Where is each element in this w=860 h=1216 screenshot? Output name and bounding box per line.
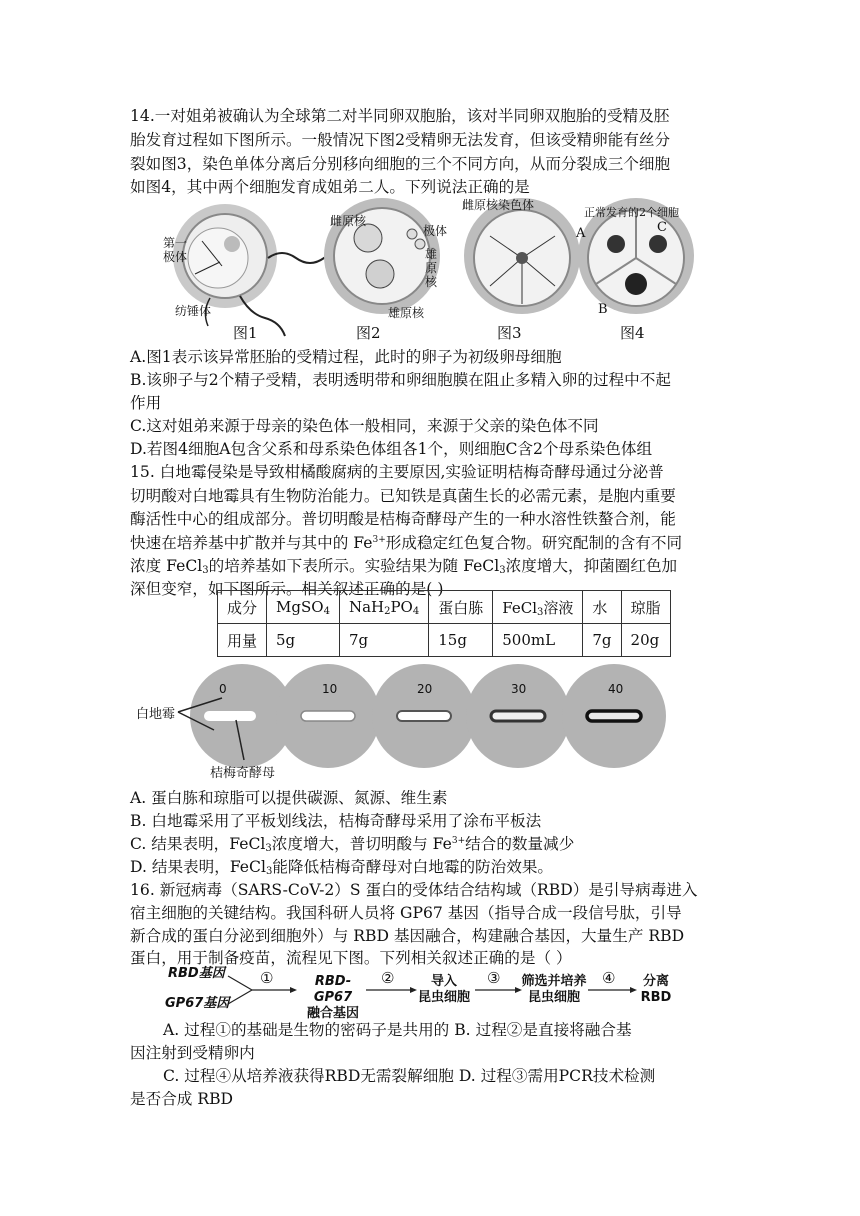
flow-step-2: ② [381,969,395,987]
label-geotrichum: 白地霉 [136,707,176,722]
plate-20 [372,664,476,768]
fig4-label-c: C [657,220,667,235]
table-cell: 20g [621,624,670,657]
fig1-caption: 图1 [233,324,258,342]
table-cell: 500mL [493,624,583,657]
table-cell: 成分 [218,591,267,624]
q15-line-6: 深但变窄，如下图所示。相关叙述正确的是( ) [130,580,444,598]
q15-line-3: 酶活性中心的组成部分。普切明酸是桔梅奇酵母产生的一种水溶性铁螯合剂，能 [130,510,676,528]
q16-line-2: 宿主细胞的关键结构。我国科研人员将 GP67 基因（指导合成一段信号肽，引导 [130,904,682,922]
q14-option-b-cont: 作用 [130,394,162,412]
q15-option-c: C. 结果表明，FeCl$_3$浓度增大，普切明酸与 $Fe^{3+}$结合的数量减少 [130,835,575,854]
fig4-label-a: A [576,226,586,241]
flow-step-3: ③ [487,969,501,987]
q14-option-d: D.若图4细胞A包含父系和母系染色体组各1个，则细胞C含2个母系染色体组 [130,440,653,458]
q16-line-1: 16. 新冠病毒（SARS-CoV-2）S 蛋白的受体结合结构域（RBD）是引导病毒进入 [130,881,698,899]
q16-option-ab: A. 过程①的基础是生物的密码子是共用的 B. 过程②是直接将融合基 [163,1021,632,1039]
table-cell: 5g [267,624,340,657]
q15-option-d: D. 结果表明，FeCl$_3$能降低桔梅奇酵母对白地霉的防治效果。 [130,858,554,877]
plate-40 [562,664,666,768]
plate-label-20: 20 [417,682,433,696]
plate-label-10: 10 [322,682,338,696]
table-cell: 15g [429,624,493,657]
table-cell: MgSO$_4$ [267,591,340,624]
fig4-caption: 图4 [620,324,645,342]
table-row [218,624,671,657]
fig4-label-normal-cells: 正常发育的2个细胞 [584,206,679,219]
flow-step-1: ① [260,969,274,987]
q14-option-a: A.图1表示该异常胚胎的受精过程，此时的卵子为初级卵母细胞 [130,348,562,366]
q14-option-c: C.这对姐弟来源于母亲的染色体一般相同，来源于父亲的染色体不同 [130,417,599,435]
fig2-caption: 图2 [356,324,381,342]
table-row [218,591,671,624]
table-cell: $NaH_2PO_4$ [339,591,428,624]
flow-import: 导入 昆虫细胞 [417,974,470,1005]
q16-option-cd: C. 过程④从培养液获得RBD无需裂解细胞 D. 过程③需用PCR技术检测 [163,1067,656,1085]
q16-option-b-cont: 因注射到受精卵内 [130,1044,255,1062]
q15-line-5: 浓度 FeCl$_3$的培养基如下表所示。实验结果为随 FeCl$_3$浓度增大，抑菌圈红色加 [130,557,678,576]
fig4-label-b: B [598,302,608,317]
q14-line-1: 14.一对姐弟被确认为全球第二对半同卵双胞胎，该对半同卵双胞胎的受精及胚 [130,107,670,125]
q16-line-3: 新合成的蛋白分泌到细胞外）与 RBD 基因融合，构建融合基因，大量生产 RBD [130,927,685,945]
fig3-caption: 图3 [497,324,522,342]
fig3-mitosis-diagram [464,198,580,314]
fig1-label-spindle: 纺锤体 [175,304,212,318]
table-cell: 用量 [218,624,267,657]
plate-label-30: 30 [511,682,527,696]
flow-step-4: ④ [602,969,616,987]
label-yeast: 桔梅奇酵母 [210,766,276,781]
q16-option-d-cont: 是否合成 RBD [130,1090,234,1108]
table-cell: 7g [583,624,621,657]
table-cell: FeCl$_3$溶液 [493,591,583,624]
plate-label-40: 40 [608,682,624,696]
fig3-label: 雌原核染色体 [462,198,535,212]
plate-10 [276,664,380,768]
fig2-label-male-pronucleus: 雄原核 [388,306,425,320]
flow-rbd-gene: RBD基因 [168,966,225,981]
q14-line-4: 如图4，其中两个细胞发育成姐弟二人。下列说法正确的是 [130,178,530,196]
plate-label-0: 0 [219,682,227,696]
table-cell: 7g [339,624,428,657]
q14-line-2: 胎发育过程如下图所示。一般情况下图2受精卵无法发育，但该受精卵能有丝分 [130,131,671,149]
q15-line-1: 15. 白地霉侵染是导致柑橘酸腐病的主要原因,实验证明桔梅奇酵母通过分泌普 [130,463,664,481]
q14-option-b: B.该卵子与2个精子受精，表明透明带和卵细胞膜在阻止多精入卵的过程中不起 [130,371,671,389]
flow-separate: 分离 RBD [640,974,672,1005]
table-cell: 琼脂 [621,591,670,624]
fig1-label-polarbody: 第一 极体 [163,236,188,264]
q15-option-a: A. 蛋白胨和琼脂可以提供碳源、氮源、维生素 [130,789,448,807]
q15-option-b: B. 白地霉采用了平板划线法，桔梅奇酵母采用了涂布平板法 [130,812,542,830]
flow-gp67-gene: GP67基因 [165,996,230,1011]
plate-30 [466,664,570,768]
q14-line-3: 裂如图3，染色单体分离后分别移向细胞的三个不同方向，从而分裂成三个细胞 [130,155,671,173]
flow-fusion-gene: RBD-GP67 融合基因 [306,974,359,1021]
fig2-label-female-pronucleus: 雌原核 [330,214,367,228]
flow-screen-culture: 筛选并培养 昆虫细胞 [521,974,587,1005]
table-cell: 水 [583,591,621,624]
q15-line-4: 快速在培养基中扩散并与其中的 $Fe^{3+}$形成稳定红色复合物。研究配制的含有不同 [130,534,683,552]
fig2-label-male-pronucleus-vertical: 雄 原 核 [425,247,438,289]
fig2-label-polarbody: 极体 [423,224,448,238]
q15-line-2: 切明酸对白地霉具有生物防治能力。已知铁是真菌生长的必需元素，是胞内重要 [130,487,676,505]
medium-recipe-table [217,590,671,657]
table-cell: 蛋白胨 [429,591,493,624]
q16-line-4: 蛋白，用于制备疫苗，流程见下图。下列相关叙述正确的是（ ） [130,949,572,967]
